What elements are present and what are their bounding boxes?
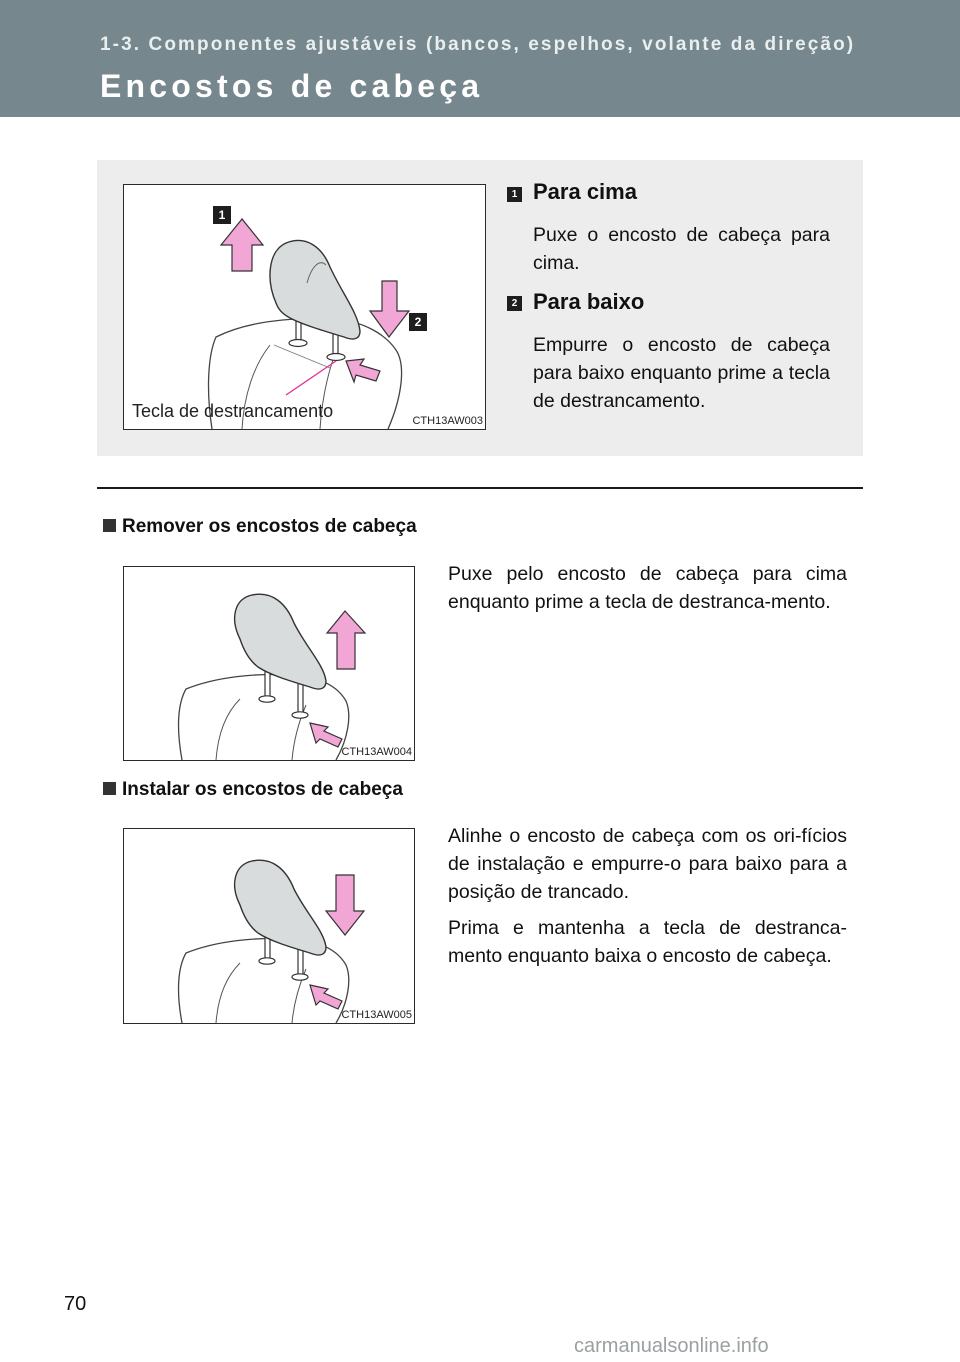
figure-install-headrest: [123, 828, 415, 1024]
figure-code: CTH13AW004: [341, 746, 412, 758]
step-1-marker: 1: [507, 187, 522, 202]
square-bullet-icon: [103, 519, 116, 532]
page-header: [0, 0, 960, 117]
figure-remove-headrest: [123, 566, 415, 761]
figure-code: CTH13AW005: [341, 1009, 412, 1021]
install-heading-text: Instalar os encostos de cabeça: [122, 779, 403, 800]
install-heading: [103, 779, 403, 801]
page-title: Encostos de cabeça: [100, 68, 484, 104]
step-2-text: Empurre o encosto de cabeça para baixo enquanto prime a tecla de destrancamento.: [533, 334, 830, 412]
step-1-title: Para cima: [533, 179, 637, 204]
headrest-remove-illustration: [124, 567, 414, 760]
watermark-link[interactable]: carmanualsonline.info: [574, 1335, 769, 1357]
page-number: 70: [64, 1293, 87, 1315]
headrest-install-illustration: [124, 829, 414, 1023]
step-2-title: Para baixo: [533, 289, 645, 314]
remove-text: Puxe pelo encosto de cabeça para cima enquanto prime a tecla de destranca-mento.: [448, 563, 847, 613]
section-title: 1-3. Componentes ajustáveis (bancos, espelhos, volante da direção): [100, 34, 856, 55]
figure-code: CTH13AW003: [412, 415, 483, 427]
install-text-2: Prima e mantenha a tecla de destranca-mento enquanto baixa o encosto de cabeça.: [448, 917, 847, 967]
headrest-adjust-illustration: [124, 185, 485, 429]
step-2-marker: 2: [507, 296, 522, 311]
figure-adjust-headrest: [123, 184, 486, 430]
step-1-badge: 1: [213, 206, 231, 224]
step-2-badge: 2: [409, 313, 427, 331]
install-text-1: Alinhe o encosto de cabeça com os ori-fícios de instalação e empurre-o para baixo para a posição de trancado.: [448, 825, 847, 903]
remove-heading: [103, 516, 417, 538]
remove-heading-text: Remover os encostos de cabeça: [122, 516, 417, 537]
section-divider: [97, 487, 863, 489]
step-1-text: Puxe o encosto de cabeça para cima.: [533, 224, 830, 274]
square-bullet-icon: [103, 782, 116, 795]
unlock-key-label: Tecla de destrancamento: [132, 401, 334, 421]
